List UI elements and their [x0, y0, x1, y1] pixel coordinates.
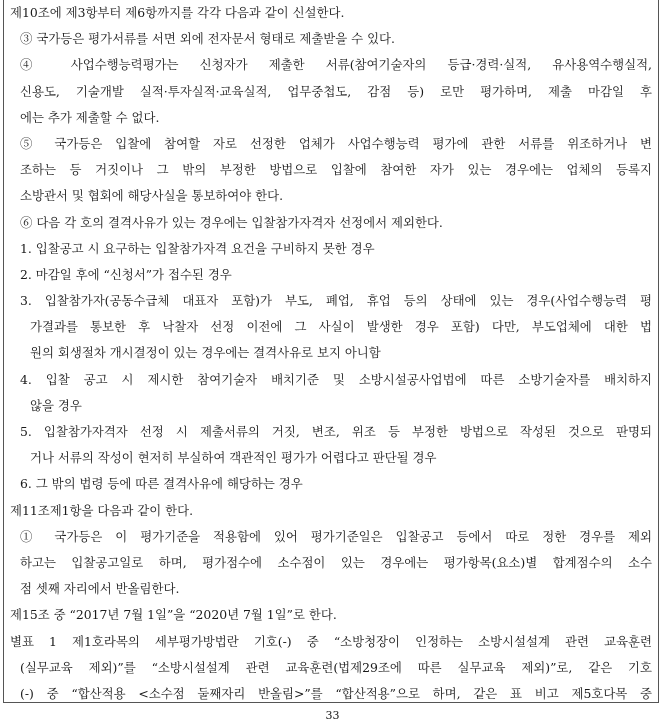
text-line: ③ 국가등은 평가서류를 서면 외에 전자문서 형태로 제출받을 수 있다.: [20, 31, 395, 47]
text-line: 별표 1 제1호라목의 세부평가방법란 기호(-) 중 “소방청장이 인정하는 소방시설설계 관련 교육훈련: [10, 633, 652, 649]
text-line: (-) 중 “합산적용 <소수점 둘째자리 반올림>”를 “합산적용”으로 하며, 같은 표 비고 제5호다목 중: [20, 685, 652, 701]
text-line: 원의 회생절차 개시결정이 있는 경우에는 결격사유로 보지 아니함: [30, 345, 381, 361]
document-frame: [3, 0, 659, 703]
text-line: 않을 경우: [30, 397, 82, 413]
text-line: 6. 그 밖의 법령 등에 따른 결격사유에 해당하는 경우: [20, 476, 303, 492]
text-line: (실무교육 제외)”를 “소방시설설계 관련 교육훈련(법제29조에 따른 실무교육 제외)”로, 같은 기호: [20, 659, 652, 675]
text-line: 제11조제1항을 다음과 같이 한다.: [10, 502, 194, 518]
text-line: 제10조에 제3항부터 제6항까지를 각각 다음과 같이 신설한다.: [10, 5, 345, 20]
text-line: 4. 입찰 공고 시 제시한 참여기술자 배치기준 및 소방시설공사업법에 따른 소방기술자를 배치하지: [20, 371, 652, 387]
text-line: ① 국가등은 이 평가기준을 적용함에 있어 평가기준일은 입찰공고 등에서 따로 정한 경우를 제외: [20, 528, 652, 544]
text-line: 가결과를 통보한 후 낙찰자 선정 이전에 그 사실이 발생한 경우 포함) 다만, 부도업체에 대한 법: [30, 319, 652, 335]
text-line: 에는 추가 제출할 수 없다.: [20, 109, 160, 125]
text-line: 거나 서류의 작성이 현저히 부실하여 객관적인 평가가 어렵다고 판단될 경우: [30, 450, 437, 466]
text-line: ⑤ 국가등은 입찰에 참여할 자로 선정한 업체가 사업수행능력 평가에 관한 서류를 위조하거나 변: [20, 135, 652, 151]
document-body: [4, 0, 658, 703]
text-line: 조하는 등 거짓이나 그 밖의 부정한 방법으로 입찰에 참여한 자가 있는 경우에는 업체의 등록지: [20, 162, 652, 178]
text-line: 하고는 입찰공고일로 하며, 평가점수에 소수점이 있는 경우에는 평가항목(요소)별 합계점수의 소수: [20, 554, 652, 570]
page-number: 33: [325, 709, 340, 722]
text-line: ⑥ 다음 각 호의 결격사유가 있는 경우에는 입찰참가자격자 선정에서 제외한다.: [20, 214, 443, 230]
text-line: 신용도, 기술개발 실적·투자실적·교육실적, 업무중첩도, 감점 등) 로만 평가하며, 제출 마감일 후: [20, 83, 652, 99]
text-line: ④ 사업수행능력평가는 신청자가 제출한 서류(참여기술자의 등급·경력·실적, 유사용역수행실적,: [20, 57, 652, 73]
text-line: 3. 입찰참가자(공동수급체 대표자 포함)가 부도, 폐업, 휴업 등의 상태에 있는 경우(사업수행능력 평: [20, 293, 652, 309]
text-line: 1. 입찰공고 시 요구하는 입찰참가자격 요건을 구비하지 못한 경우: [20, 240, 375, 256]
text-line: 소방관서 및 협회에 해당사실을 통보하여야 한다.: [20, 188, 284, 204]
text-line: 5. 입찰참가자격자 선정 시 제출서류의 거짓, 변조, 위조 등 부정한 방법으로 작성된 것으로 판명되: [20, 424, 652, 439]
text-line: 점 셋째 자리에서 반올림한다.: [20, 581, 180, 597]
text-line: 2. 마감일 후에 “신청서”가 접수된 경우: [20, 266, 232, 282]
text-line: 제15조 중 “2017년 7월 1일”을 “2020년 7월 1일”로 한다.: [10, 607, 337, 623]
